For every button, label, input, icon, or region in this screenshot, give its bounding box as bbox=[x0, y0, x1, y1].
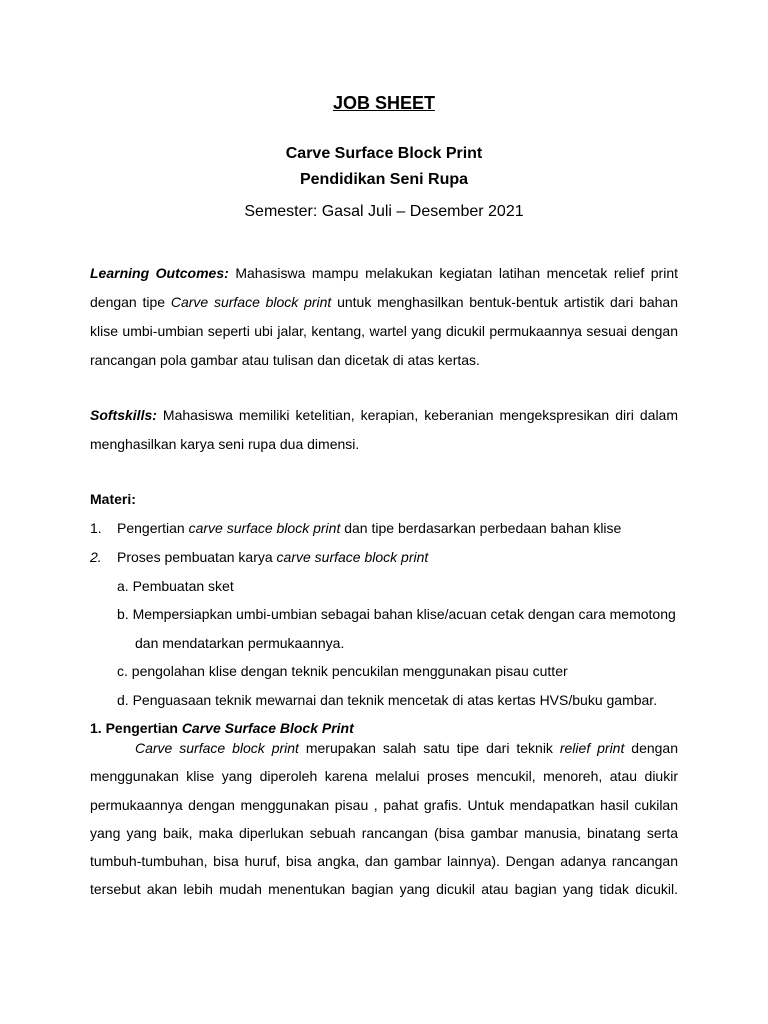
materi-sub-item-b-continued: dan mendatarkan permukaannya. bbox=[135, 635, 345, 651]
materi-sub-item-a: a. Pembuatan sket bbox=[117, 578, 234, 594]
materi-item-1-text-1: Pengertian bbox=[117, 520, 189, 536]
materi-sub-item-d: d. Penguasaan teknik mewarnai dan teknik mencetak di atas kertas HVS/buku gambar. bbox=[117, 692, 658, 708]
learning-outcomes-label: Learning Outcomes: bbox=[90, 265, 229, 281]
learning-outcomes-text-2: untuk menghasilkan bentuk-bentuk artistik dari bahan klise umbi-umbian seperti ubi jalar, kentang, wartel yang dicukil permukaannya sesuai dengan rancangan pola gambar atau tulisan dan dicetak di atas kertas. bbox=[90, 294, 678, 368]
materi-item-1-italic: carve surface block print bbox=[188, 520, 341, 536]
materi-item-2 bbox=[90, 547, 428, 567]
materi-heading: Materi: bbox=[90, 491, 136, 507]
softskills-text: Mahasiswa memiliki ketelitian, kerapian, keberanian mengekspresikan diri dalam menghasilkan karya seni rupa dua dimensi. bbox=[90, 407, 678, 452]
semester-line: Semester: Gasal Juli – Desember 2021 bbox=[244, 203, 524, 220]
learning-outcomes-italic: Carve surface block print bbox=[170, 294, 332, 310]
materi-item-1-number: 1. bbox=[90, 520, 102, 536]
materi-item-1 bbox=[90, 518, 621, 538]
materi-item-2-italic: carve surface block print bbox=[276, 549, 429, 565]
page-title: JOB SHEET bbox=[332, 93, 436, 113]
subtitle-course-topic: Carve Surface Block Print bbox=[285, 145, 483, 162]
materi-sub-item-b: b. Mempersiapkan umbi-umbian sebagai bahan klise/acuan cetak dengan cara memotong bbox=[117, 606, 676, 622]
section-1-paragraph bbox=[90, 734, 678, 904]
materi-item-2-number: 2. bbox=[90, 549, 102, 565]
section-1-heading-text: 1. Pengertian bbox=[90, 720, 182, 736]
learning-outcomes-paragraph bbox=[90, 259, 678, 375]
section-1-para-text-2: dengan menggunakan klise yang diperoleh karena melalui proses mencukil, menoreh, atau diukir permukaannya dengan menggunakan pisau , pahat grafis. Untuk mendapatkan hasil cukilan yang yang baik, maka diperlukan sebuah rancangan (bisa gambar manusia, binatang serta tumbuh-tumbuhan, bisa huruf, bisa angka, dan gambar lainnya). Dengan adanya rancangan tersebut akan lebih mudah menentukan bagian yang dicukil atau bagian yang tidak dicukil. bbox=[90, 740, 678, 898]
section-1-heading-italic: Carve Surface Block Print bbox=[181, 720, 354, 736]
section-1-para-italic-1: Carve surface block print bbox=[135, 740, 299, 756]
subtitle-program: Pendidikan Seni Rupa bbox=[299, 171, 469, 188]
section-1-para-italic-2: relief print bbox=[559, 740, 625, 756]
softskills-paragraph bbox=[90, 401, 678, 459]
materi-sub-item-c: c. pengolahan klise dengan teknik pencukilan menggunakan pisau cutter bbox=[117, 663, 568, 679]
materi-item-2-text-1: Proses pembuatan karya bbox=[117, 549, 277, 565]
materi-item-1-text-2: dan tipe berdasarkan perbedaan bahan klise bbox=[340, 520, 622, 536]
section-1-para-text-1: merupakan salah satu tipe dari teknik bbox=[298, 740, 560, 756]
softskills-label: Softskills: bbox=[90, 407, 157, 423]
learning-outcomes-text-1: Mahasiswa mampu melakukan kegiatan latihan mencetak relief print dengan tipe bbox=[90, 265, 678, 310]
